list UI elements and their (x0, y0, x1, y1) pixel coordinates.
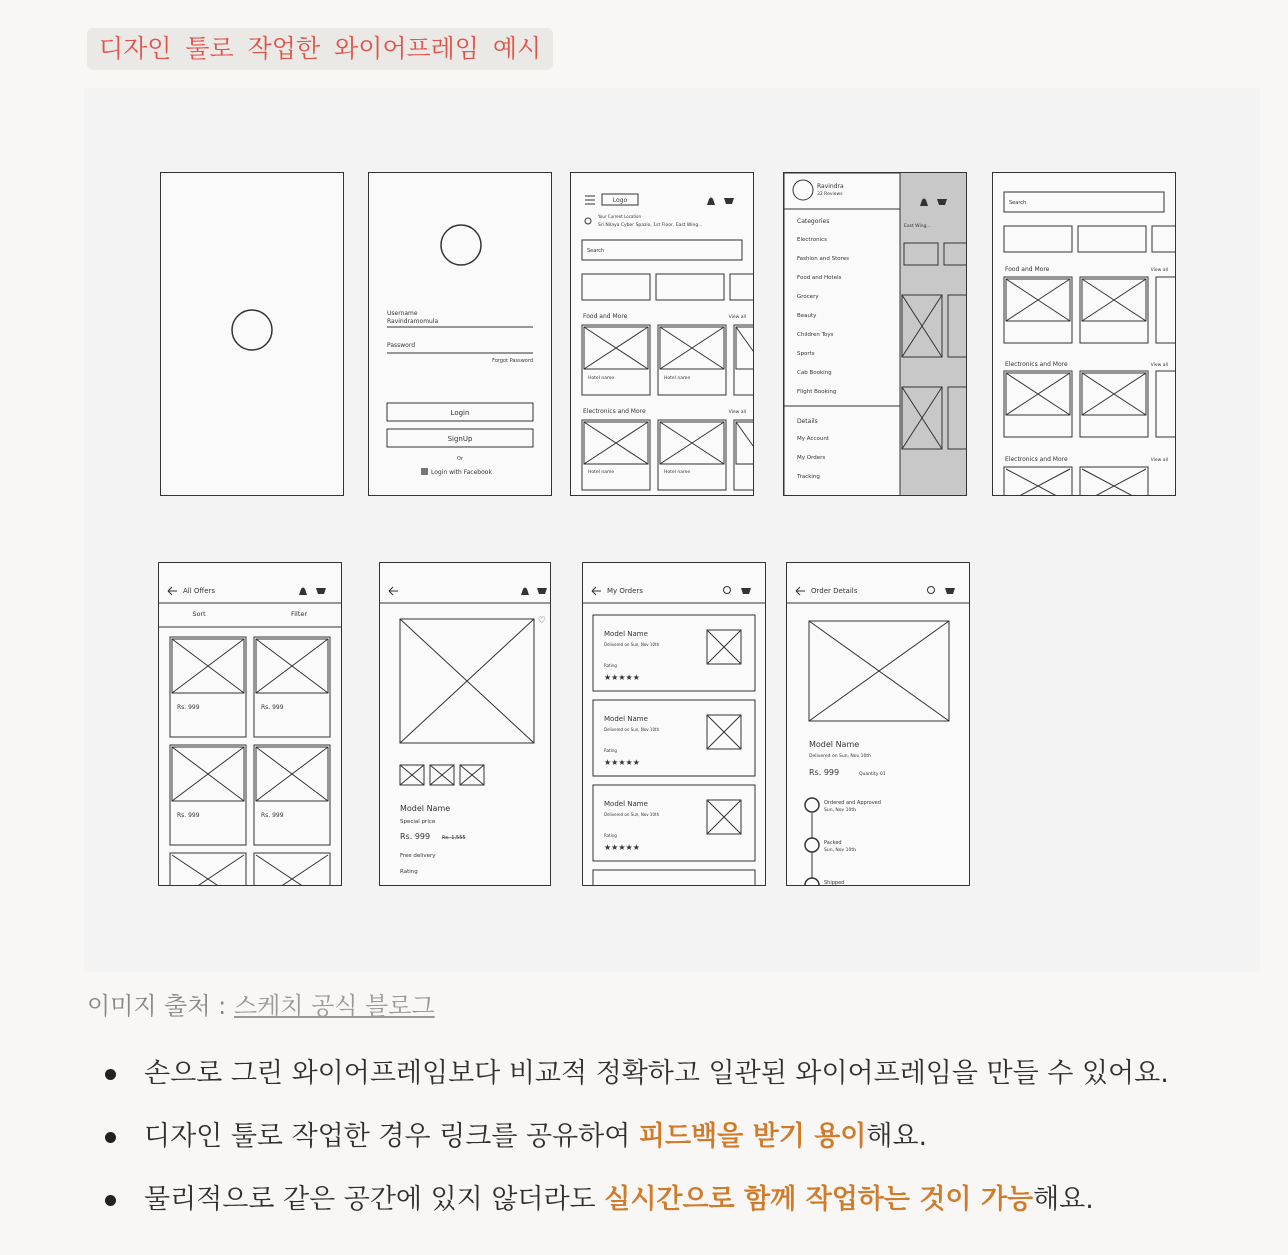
benefit-item-1 (100, 1050, 1169, 1113)
cart-icon (724, 198, 734, 204)
menu-category-item[interactable]: Beauty (797, 313, 817, 319)
hotel-name-1: Hotel name (588, 376, 615, 381)
benefit-text-end: 해요. (1033, 1184, 1094, 1215)
bullet-dot (105, 1195, 116, 1206)
details-heading: Details (797, 418, 818, 425)
menu-category-item[interactable]: Children Toys (797, 332, 834, 338)
benefit-list (100, 1050, 1169, 1239)
image-source-caption (87, 986, 435, 1021)
benefit-text: 손으로 그린 와이어프레임보다 비교적 정확하고 일관된 와이어프레임을 만들 수 있어요. (144, 1058, 1169, 1089)
food-view-all[interactable]: View all (728, 315, 746, 320)
username-label: Username (387, 310, 418, 317)
wireframe-side-menu (783, 172, 967, 496)
search-icon[interactable] (928, 587, 935, 594)
product-sketch (380, 563, 551, 886)
bullet-dot (105, 1069, 116, 1080)
order-model-name: Model Name (604, 715, 648, 723)
signup-button[interactable]: SignUp (447, 435, 473, 443)
forgot-password-link[interactable]: Forgot Password (492, 358, 533, 364)
section-title-tag: 디자인 툴로 작업한 와이어프레임 예시 (87, 28, 553, 70)
step-label: Packed (824, 840, 842, 846)
order-image-placeholder (809, 621, 949, 721)
wireframe-offers (158, 562, 342, 886)
product-model-name: Model Name (400, 804, 451, 813)
cart-icon (316, 588, 326, 594)
logo-box: Logo (612, 197, 628, 204)
menu-sketch (784, 173, 967, 496)
bell-icon (707, 198, 715, 206)
menu-bg-location: East Wing... (904, 224, 931, 229)
electronics-section-title: Electronics and More (583, 408, 646, 415)
benefit-item-3 (100, 1176, 1169, 1239)
location-pin-icon (585, 218, 591, 224)
hotel-name-3: Hotel name (588, 470, 615, 475)
step-circle-icon (805, 878, 819, 886)
food-cards (582, 325, 754, 395)
order-price: Rs. 999 (809, 768, 840, 777)
location-label: Your Current Location (598, 214, 642, 219)
star-rating-icon: ★★★★★ (604, 673, 640, 682)
home-search-placeholder: Search (587, 248, 605, 254)
back-arrow-icon[interactable] (796, 587, 805, 595)
offer-price-1: Rs. 999 (177, 704, 200, 711)
benefit-text: 디자인 툴로 작업한 경우 링크를 공유하여 (144, 1121, 639, 1152)
search-icon[interactable] (724, 587, 731, 594)
hamburger-icon (585, 196, 595, 204)
facebook-login-link[interactable]: Login with Facebook (431, 469, 492, 476)
search-view-all-3[interactable]: View all (1150, 458, 1168, 463)
order-card[interactable] (593, 615, 755, 691)
menu-category-item[interactable]: Electronics (797, 237, 827, 243)
order-details-title: Order Details (811, 587, 858, 595)
heart-icon[interactable]: ♡ (537, 616, 546, 626)
order-model-name: Model Name (809, 740, 860, 749)
search-sketch (993, 173, 1176, 496)
order-details-sketch (787, 563, 970, 886)
filter-button[interactable]: Filter (290, 610, 308, 618)
login-sketch (369, 173, 552, 496)
orders-title: My Orders (607, 587, 643, 595)
splash-sketch (161, 173, 344, 496)
step-circle-icon (805, 798, 819, 812)
step-label: Shipped (824, 880, 845, 886)
order-delivered: Delivered on Sun, Nov 10th (604, 727, 660, 732)
location-value: Sri Nilaya Cyber Spazio, 1st Floor, East Wing... (598, 223, 703, 228)
offer-price-4: Rs. 999 (261, 812, 284, 819)
wireframe-login (368, 172, 552, 496)
search-section-1: Food and More (1005, 266, 1050, 273)
benefit-highlight: 피드백을 받기 용이 (638, 1121, 867, 1152)
electronics-view-all[interactable]: View all (728, 410, 746, 415)
wireframe-home (570, 172, 754, 496)
facebook-icon (421, 468, 428, 475)
search-section-3: Electronics and More (1005, 456, 1068, 463)
bullet-dot (105, 1132, 116, 1143)
menu-category-item[interactable]: Cab Booking (797, 370, 832, 376)
step-date: Sun, Nov 10th (824, 808, 856, 813)
wireframe-figure (84, 88, 1260, 972)
order-card[interactable] (593, 700, 755, 776)
or-divider: Or (457, 456, 463, 462)
search-section-2: Electronics and More (1005, 361, 1068, 368)
menu-detail-item[interactable]: My Orders (797, 455, 826, 461)
order-delivered: Delivered on Sun, Nov 10th (809, 754, 871, 759)
offers-sketch (159, 563, 342, 886)
star-rating-icon: ★★★★★ (604, 843, 640, 852)
menu-category-item[interactable]: Fashion and Stores (797, 256, 850, 262)
cart-icon (741, 588, 751, 594)
product-special-price: Special price (400, 819, 436, 825)
offer-price-2: Rs. 999 (261, 704, 284, 711)
order-rating-label: Rating (604, 833, 617, 838)
order-model-name: Model Name (604, 630, 648, 638)
menu-user-name: Ravindra (817, 183, 844, 190)
search-view-all-1[interactable]: View all (1150, 268, 1168, 273)
back-arrow-icon[interactable] (592, 587, 601, 595)
step-label: Ordered and Approved (824, 800, 881, 806)
food-section-title: Food and More (583, 313, 628, 320)
back-arrow-icon[interactable] (389, 587, 398, 595)
sort-button[interactable]: Sort (192, 610, 206, 618)
order-delivered: Delivered on Sun, Nov 10th (604, 812, 660, 817)
back-arrow-icon[interactable] (168, 587, 177, 595)
order-rating-label: Rating (604, 748, 617, 753)
search-view-all-2[interactable]: View all (1150, 363, 1168, 368)
product-old-price: Rs. 1,555 (442, 835, 466, 841)
offer-price-3: Rs. 999 (177, 812, 200, 819)
wireframe-search (992, 172, 1176, 496)
cart-icon (537, 588, 547, 594)
product-price: Rs. 999 (400, 832, 431, 841)
menu-category-item[interactable]: Food and Hotels (797, 275, 842, 281)
wireframe-product (379, 562, 551, 886)
home-sketch (571, 173, 754, 496)
benefit-text-end: 해요. (866, 1121, 928, 1152)
source-link[interactable]: 스케치 공식 블로그 (233, 992, 435, 1020)
order-model-name: Model Name (604, 800, 648, 808)
bell-icon (299, 588, 307, 596)
hotel-name-2: Hotel name (664, 376, 691, 381)
product-delivery: Free delivery (400, 853, 436, 859)
username-value: Ravindramomula (387, 318, 439, 325)
search-screen-box[interactable] (1004, 192, 1164, 212)
order-quantity: Quantity 01 (859, 772, 886, 777)
menu-detail-item[interactable]: Tracking (797, 474, 820, 480)
star-rating-icon: ★★★★★ (604, 758, 640, 767)
menu-category-item[interactable]: Flight Booking (797, 389, 837, 395)
cart-icon (945, 588, 955, 594)
menu-category-item[interactable]: Sports (797, 351, 815, 357)
benefit-text: 물리적으로 같은 공간에 있지 않더라도 (144, 1184, 605, 1215)
hotel-name-4: Hotel name (664, 470, 691, 475)
benefit-item-2 (100, 1113, 1169, 1176)
categories-heading: Categories (797, 218, 830, 225)
offers-title: All Offers (183, 587, 216, 595)
product-image-placeholder (400, 619, 534, 785)
wireframe-splash (160, 172, 344, 496)
offer-product-grid (170, 637, 330, 886)
login-button[interactable]: Login (450, 409, 470, 417)
menu-category-item[interactable]: Grocery (797, 294, 819, 300)
menu-user-reviews: 32 Reviews (817, 192, 843, 197)
electronics-cards (582, 420, 754, 490)
step-date: Sun, Nov 10th (824, 848, 856, 853)
password-label: Password (387, 342, 416, 349)
benefit-highlight: 실시간으로 함께 작업하는 것이 가능 (604, 1184, 1034, 1215)
order-card[interactable] (593, 785, 755, 861)
search-screen-placeholder: Search (1009, 200, 1027, 206)
menu-detail-item[interactable]: My Account (797, 436, 829, 442)
bell-icon (521, 588, 529, 596)
step-circle-icon (805, 838, 819, 852)
order-delivered: Delivered on Sun, Nov 10th (604, 642, 660, 647)
home-search-box[interactable] (582, 240, 742, 260)
wireframe-order-details (786, 562, 970, 886)
caption-prefix: 이미지 출처 : (87, 992, 234, 1020)
order-rating-label: Rating (604, 663, 617, 668)
wireframe-my-orders (582, 562, 766, 886)
product-rating: Rating (400, 869, 418, 875)
orders-sketch (583, 563, 766, 886)
